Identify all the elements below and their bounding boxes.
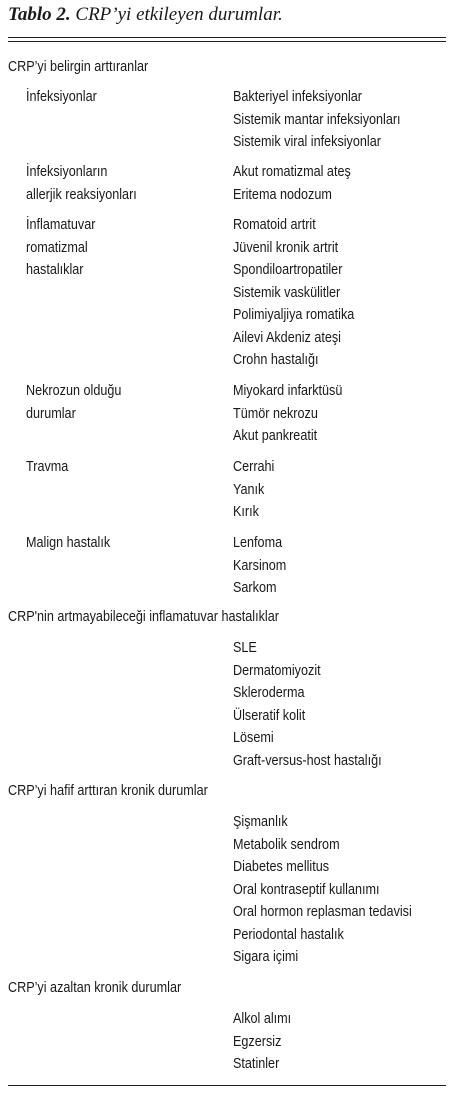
list-item: Polimiyaljiya romatika bbox=[233, 307, 355, 323]
list-item: Bakteriyel infeksiyonlar bbox=[233, 89, 363, 105]
category-label: allerjik reaksiyonları bbox=[26, 186, 137, 203]
list-item: Miyokard infarktüsü bbox=[233, 383, 343, 399]
list-item: Alkol alımı bbox=[233, 1011, 292, 1027]
list-item: Oral hormon replasman tedavisi bbox=[233, 904, 412, 920]
list-item: Akut pankreatit bbox=[233, 428, 318, 444]
list-item: Şişmanlık bbox=[233, 814, 288, 830]
list-item: Cerrahi bbox=[233, 459, 275, 475]
list-item: Sistemik viral infeksiyonlar bbox=[233, 134, 381, 150]
section-heading: CRP’yi hafif arttıran kronik durumlar bbox=[8, 783, 208, 799]
category-label: İnfeksiyonların bbox=[26, 164, 108, 180]
list-item: Ailevi Akdeniz ateşi bbox=[233, 329, 341, 346]
list-item: Statinler bbox=[233, 1056, 280, 1072]
list-item: Ülseratif kolit bbox=[233, 707, 306, 724]
list-item: Romatoid artrit bbox=[233, 217, 316, 233]
list-item: Tümör nekrozu bbox=[233, 405, 318, 422]
category-label: İnflamatuvar bbox=[26, 217, 96, 233]
bottom-rule bbox=[8, 1085, 446, 1086]
list-item: Diabetes mellitus bbox=[233, 859, 330, 875]
category-label: romatizmal bbox=[26, 239, 88, 256]
list-item: Sistemik vaskülitler bbox=[233, 284, 341, 301]
list-item: SLE bbox=[233, 640, 257, 656]
list-item: Lösemi bbox=[233, 730, 274, 746]
list-item: Kırık bbox=[233, 504, 259, 520]
table-title: CRP’yi etkileyen durumlar. bbox=[75, 4, 283, 25]
list-item: Dermatomiyozit bbox=[233, 662, 321, 679]
list-item: Egzersiz bbox=[233, 1033, 282, 1050]
list-item: Eritema nodozum bbox=[233, 186, 332, 203]
list-item: Periodontal hastalık bbox=[233, 926, 344, 943]
list-item: Crohn hastalığı bbox=[233, 352, 319, 368]
list-item: Metabolik sendrom bbox=[233, 836, 340, 853]
list-item: Graft-versus-host hastalığı bbox=[233, 752, 382, 769]
list-item: Spondiloartropatiler bbox=[233, 262, 343, 278]
list-item: Yanık bbox=[233, 481, 265, 498]
list-item: Sarkom bbox=[233, 580, 277, 596]
category-label: durumlar bbox=[26, 405, 76, 422]
list-item: Karsinom bbox=[233, 557, 287, 574]
section-heading: CRP’yi belirgin arttıranlar bbox=[8, 59, 149, 75]
table-caption bbox=[8, 4, 283, 26]
top-rule bbox=[8, 37, 446, 38]
section-heading: CRP'nin artmayabileceği inflamatuvar hastalıklar bbox=[8, 609, 279, 625]
category-label: Nekrozun olduğu bbox=[26, 383, 122, 399]
category-label: hastalıklar bbox=[26, 262, 84, 278]
top-rule-double bbox=[8, 41, 446, 42]
list-item: Skleroderma bbox=[233, 685, 305, 701]
list-item: Lenfoma bbox=[233, 535, 283, 551]
list-item: Sigara içimi bbox=[233, 949, 299, 965]
category-label: Travma bbox=[26, 459, 69, 475]
category-label: İnfeksiyonlar bbox=[26, 89, 97, 105]
section-heading: CRP’yi azaltan kronik durumlar bbox=[8, 980, 182, 996]
list-item: Oral kontraseptif kullanımı bbox=[233, 881, 380, 898]
list-item: Jüvenil kronik artrit bbox=[233, 239, 339, 256]
table-number: Tablo 2. bbox=[8, 4, 71, 25]
category-label: Malign hastalık bbox=[26, 535, 111, 551]
list-item: Akut romatizmal ateş bbox=[233, 164, 351, 180]
list-item: Sistemik mantar infeksiyonları bbox=[233, 111, 401, 128]
